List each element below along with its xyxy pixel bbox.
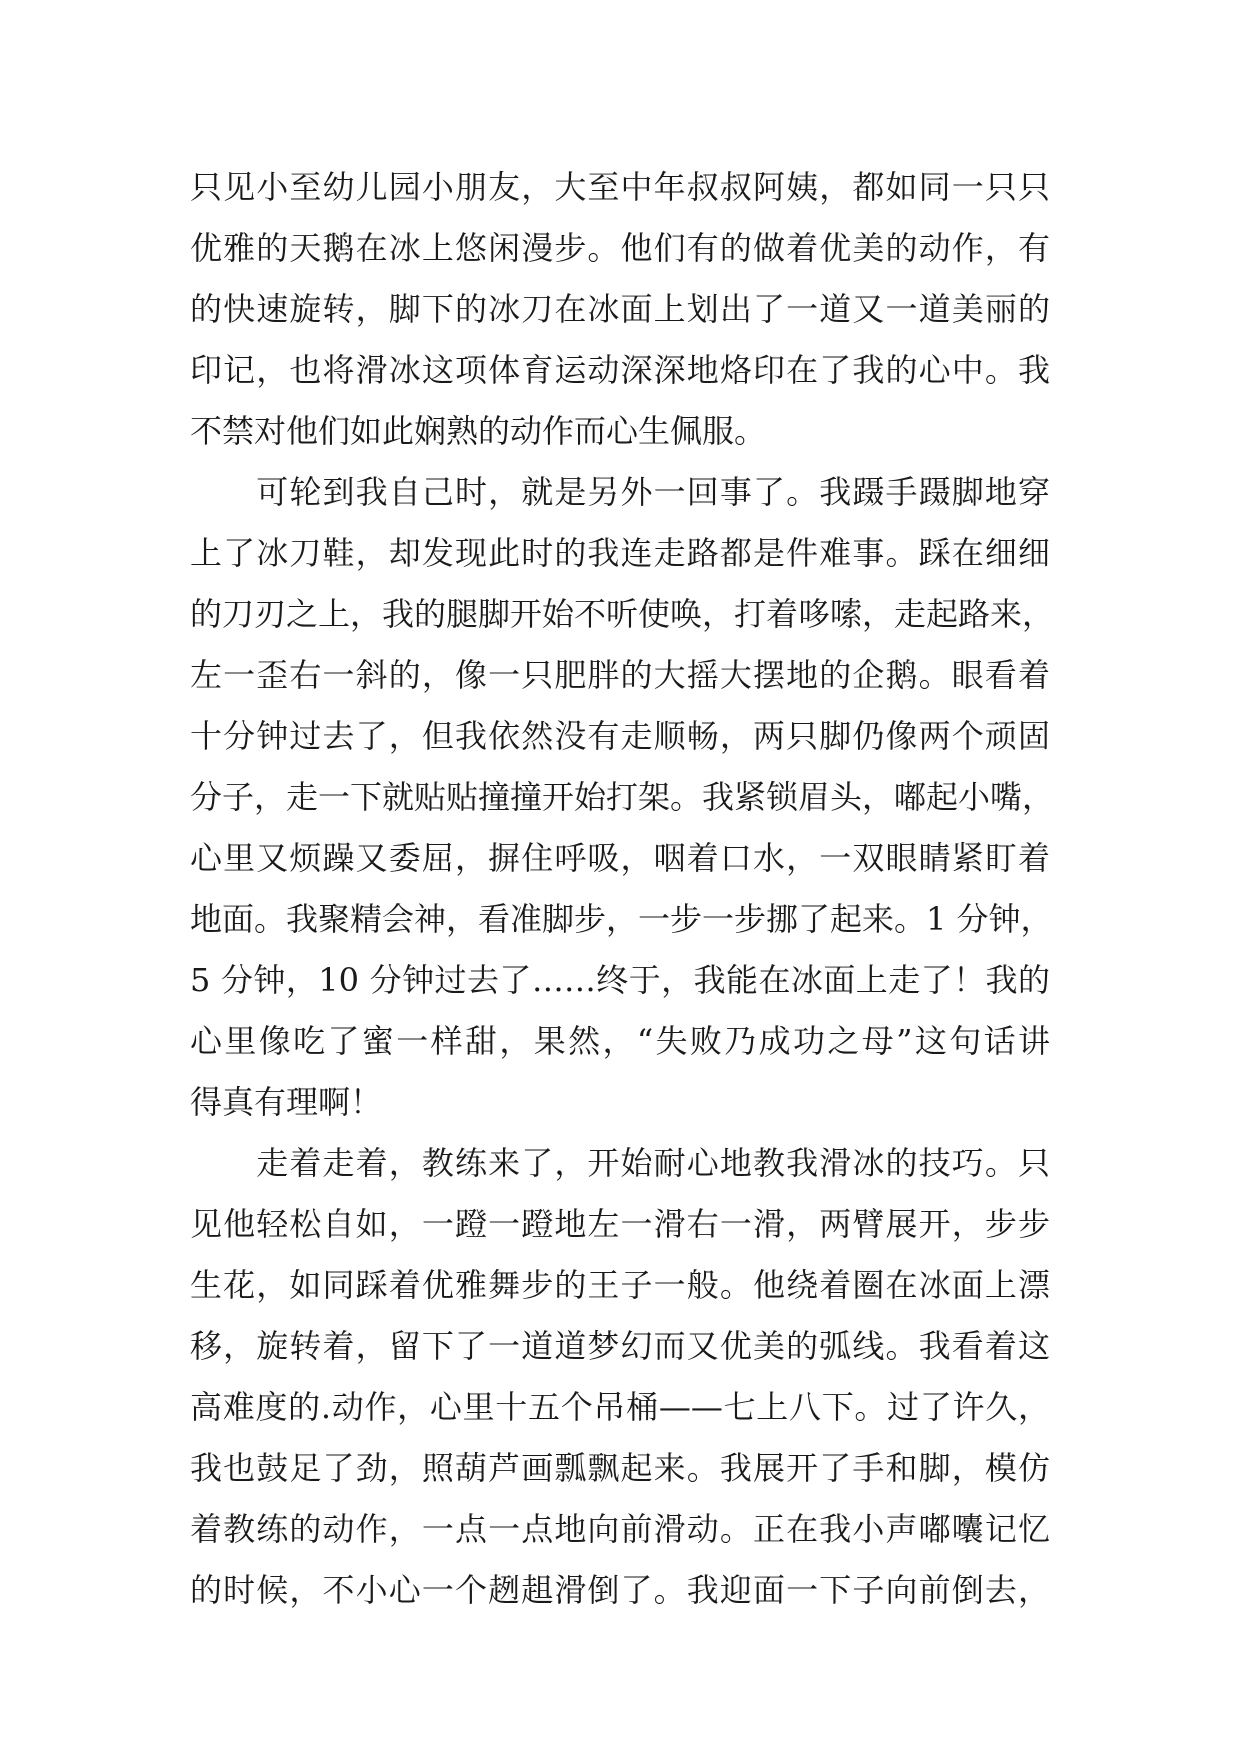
text-line: 见他轻松自如，一蹬一蹬地左一滑右一滑，两臂展开，步步 [190, 1205, 1050, 1243]
paragraph-2 [190, 462, 1055, 1133]
text-line: 移，旋转着，留下了一道道梦幻而又优美的弧线。我看着这 [190, 1327, 1050, 1365]
text-line: 只见小至幼儿园小朋友，大至中年叔叔阿姨，都如同一只只 [190, 168, 1050, 206]
text-line: 高难度的.动作，心里十五个吊桶——七上八下。过了许久， [190, 1388, 1050, 1426]
text-line: 地面。我聚精会神，看准脚步，一步一步挪了起来。1 分钟， [190, 900, 1053, 938]
text-line: 十分钟过去了，但我依然没有走顺畅，两只脚仍像两个顽固 [190, 717, 1050, 755]
text-line: 的刀刃之上，我的腿脚开始不听使唤，打着哆嗦，走起路来， [190, 595, 1055, 633]
text-line: 心里又烦躁又委屈，摒住呼吸，咽着口水，一双眼睛紧盯着 [190, 839, 1050, 877]
text-line: 上了冰刀鞋，却发现此时的我连走路都是件难事。踩在细细 [190, 534, 1050, 572]
text-line: 的时候，不小心一个趔趄滑倒了。我迎面一下子向前倒去， [190, 1571, 1050, 1609]
text-line: 优雅的天鹅在冰上悠闲漫步。他们有的做着优美的动作，有 [190, 229, 1050, 267]
text-line: 的快速旋转，脚下的冰刀在冰面上划出了一道又一道美丽的 [190, 290, 1050, 328]
body-text [190, 157, 1055, 1621]
text-line: 左一歪右一斜的，像一只肥胖的大摇大摆地的企鹅。眼看着 [190, 656, 1050, 694]
text-line: 5 分钟，10 分钟过去了……终于，我能在冰面上走了！我的 [190, 961, 1050, 999]
text-line: 走着走着，教练来了，开始耐心地教我滑冰的技巧。只 [190, 1144, 1050, 1182]
text-line: 分子，走一下就贴贴撞撞开始打架。我紧锁眉头，嘟起小嘴， [190, 778, 1055, 816]
text-line: 印记，也将滑冰这项体育运动深深地烙印在了我的心中。我 [190, 351, 1050, 389]
text-line: 我也鼓足了劲，照葫芦画瓢飘起来。我展开了手和脚，模仿 [190, 1449, 1050, 1487]
text-line: 得真有理啊！ [190, 1083, 383, 1121]
text-line: 心里像吃了蜜一样甜，果然，“失败乃成功之母”这句话讲 [190, 1022, 1050, 1060]
text-line: 着教练的动作，一点一点地向前滑动。正在我小声嘟囔记忆 [190, 1510, 1050, 1548]
text-line: 可轮到我自己时，就是另外一回事了。我蹑手蹑脚地穿 [190, 473, 1050, 511]
text-line: 生花，如同踩着优雅舞步的王子一般。他绕着圈在冰面上漂 [190, 1266, 1050, 1304]
text-line: 不禁对他们如此娴熟的动作而心生佩服。 [190, 412, 767, 450]
paragraph-3 [190, 1133, 1050, 1621]
paragraph-1 [190, 157, 1050, 462]
